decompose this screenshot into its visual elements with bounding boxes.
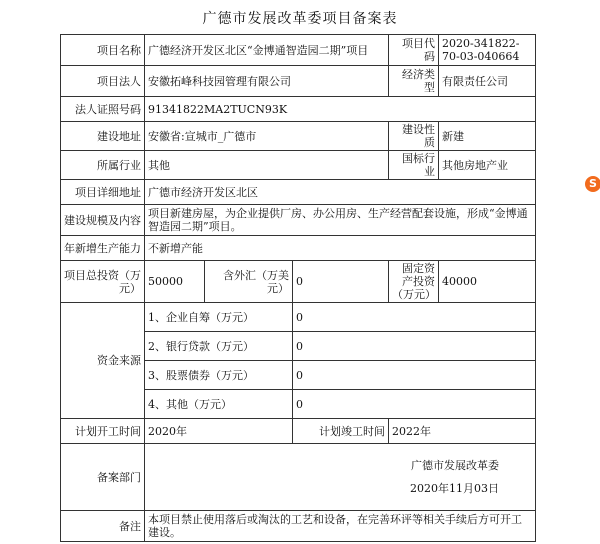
end-time-value: 2022年 <box>389 419 536 444</box>
fund-item-stock-value: 0 <box>293 361 536 390</box>
fund-item-other-label: 4、其他（万元） <box>145 390 293 419</box>
economy-type-value: 有限责任公司 <box>439 66 536 97</box>
start-time-value: 2020年 <box>145 419 293 444</box>
economy-type-label: 经济类型 <box>389 66 439 97</box>
scale-value: 项目新建房屋，为企业提供厂房、办公用房、生产经营配套设施，形成“金博通智造园二期”项目。 <box>145 205 536 236</box>
project-code-value: 2020-341822-70-03-040664 <box>439 35 536 66</box>
capacity-label: 年新增生产能力 <box>61 236 145 261</box>
capacity-value: 不新增产能 <box>145 236 536 261</box>
end-time-label: 计划竣工时间 <box>293 419 389 444</box>
project-name-label: 项目名称 <box>61 35 145 66</box>
foreign-currency-value: 0 <box>293 261 389 303</box>
department-cell <box>145 444 536 511</box>
project-name-value: 广德经济开发区北区“金博通智造园二期”项目 <box>145 35 389 66</box>
remark-label: 备注 <box>61 511 145 542</box>
page-title: 广德市发展改革委项目备案表 <box>202 11 398 27</box>
department-name: 广德市发展改革委 <box>411 459 499 472</box>
fixed-assets-label: 固定资产投资（万元） <box>389 261 439 303</box>
detail-address-label: 项目详细地址 <box>61 180 145 205</box>
industry-label: 所属行业 <box>61 151 145 180</box>
fund-item-bank-label: 2、银行贷款（万元） <box>145 332 293 361</box>
remark-value: 本项目禁止使用落后或淘汰的工艺和设备，在完善环评等相关手续后方可开工建设。 <box>145 511 536 542</box>
department-label: 备案部门 <box>61 444 145 511</box>
project-code-label: 项目代码 <box>389 35 439 66</box>
site-label: 建设地址 <box>61 122 145 151</box>
total-investment-value: 50000 <box>145 261 205 303</box>
fund-item-stock-label: 3、股票债券（万元） <box>145 361 293 390</box>
legal-person-value: 安徽拓峰科技园管理有限公司 <box>145 66 389 97</box>
site-value: 安徽省:宣城市_广德市 <box>145 122 389 151</box>
nature-value: 新建 <box>439 122 536 151</box>
total-investment-label: 项目总投资（万元） <box>61 261 145 303</box>
license-value: 91341822MA2TUCN93K <box>145 97 536 122</box>
nature-label: 建设性质 <box>389 122 439 151</box>
department-date: 2020年11月03日 <box>410 482 499 495</box>
national-industry-value: 其他房地产业 <box>439 151 536 180</box>
fund-item-bank-value: 0 <box>293 332 536 361</box>
fixed-assets-value: 40000 <box>439 261 536 303</box>
legal-person-label: 项目法人 <box>61 66 145 97</box>
national-industry-label: 国标行业 <box>389 151 439 180</box>
industry-value: 其他 <box>145 151 389 180</box>
fund-item-self-value: 0 <box>293 303 536 332</box>
scale-label: 建设规模及内容 <box>61 205 145 236</box>
start-time-label: 计划开工时间 <box>61 419 145 444</box>
funds-source-label: 资金来源 <box>61 303 145 419</box>
filing-table <box>60 34 536 542</box>
license-label: 法人证照号码 <box>61 97 145 122</box>
fund-item-other-value: 0 <box>293 390 536 419</box>
side-floating-icon[interactable]: S <box>585 176 600 192</box>
foreign-currency-label: 含外汇（万美元） <box>205 261 293 303</box>
detail-address-value: 广德市经济开发区北区 <box>145 180 536 205</box>
fund-item-self-label: 1、企业自筹（万元） <box>145 303 293 332</box>
